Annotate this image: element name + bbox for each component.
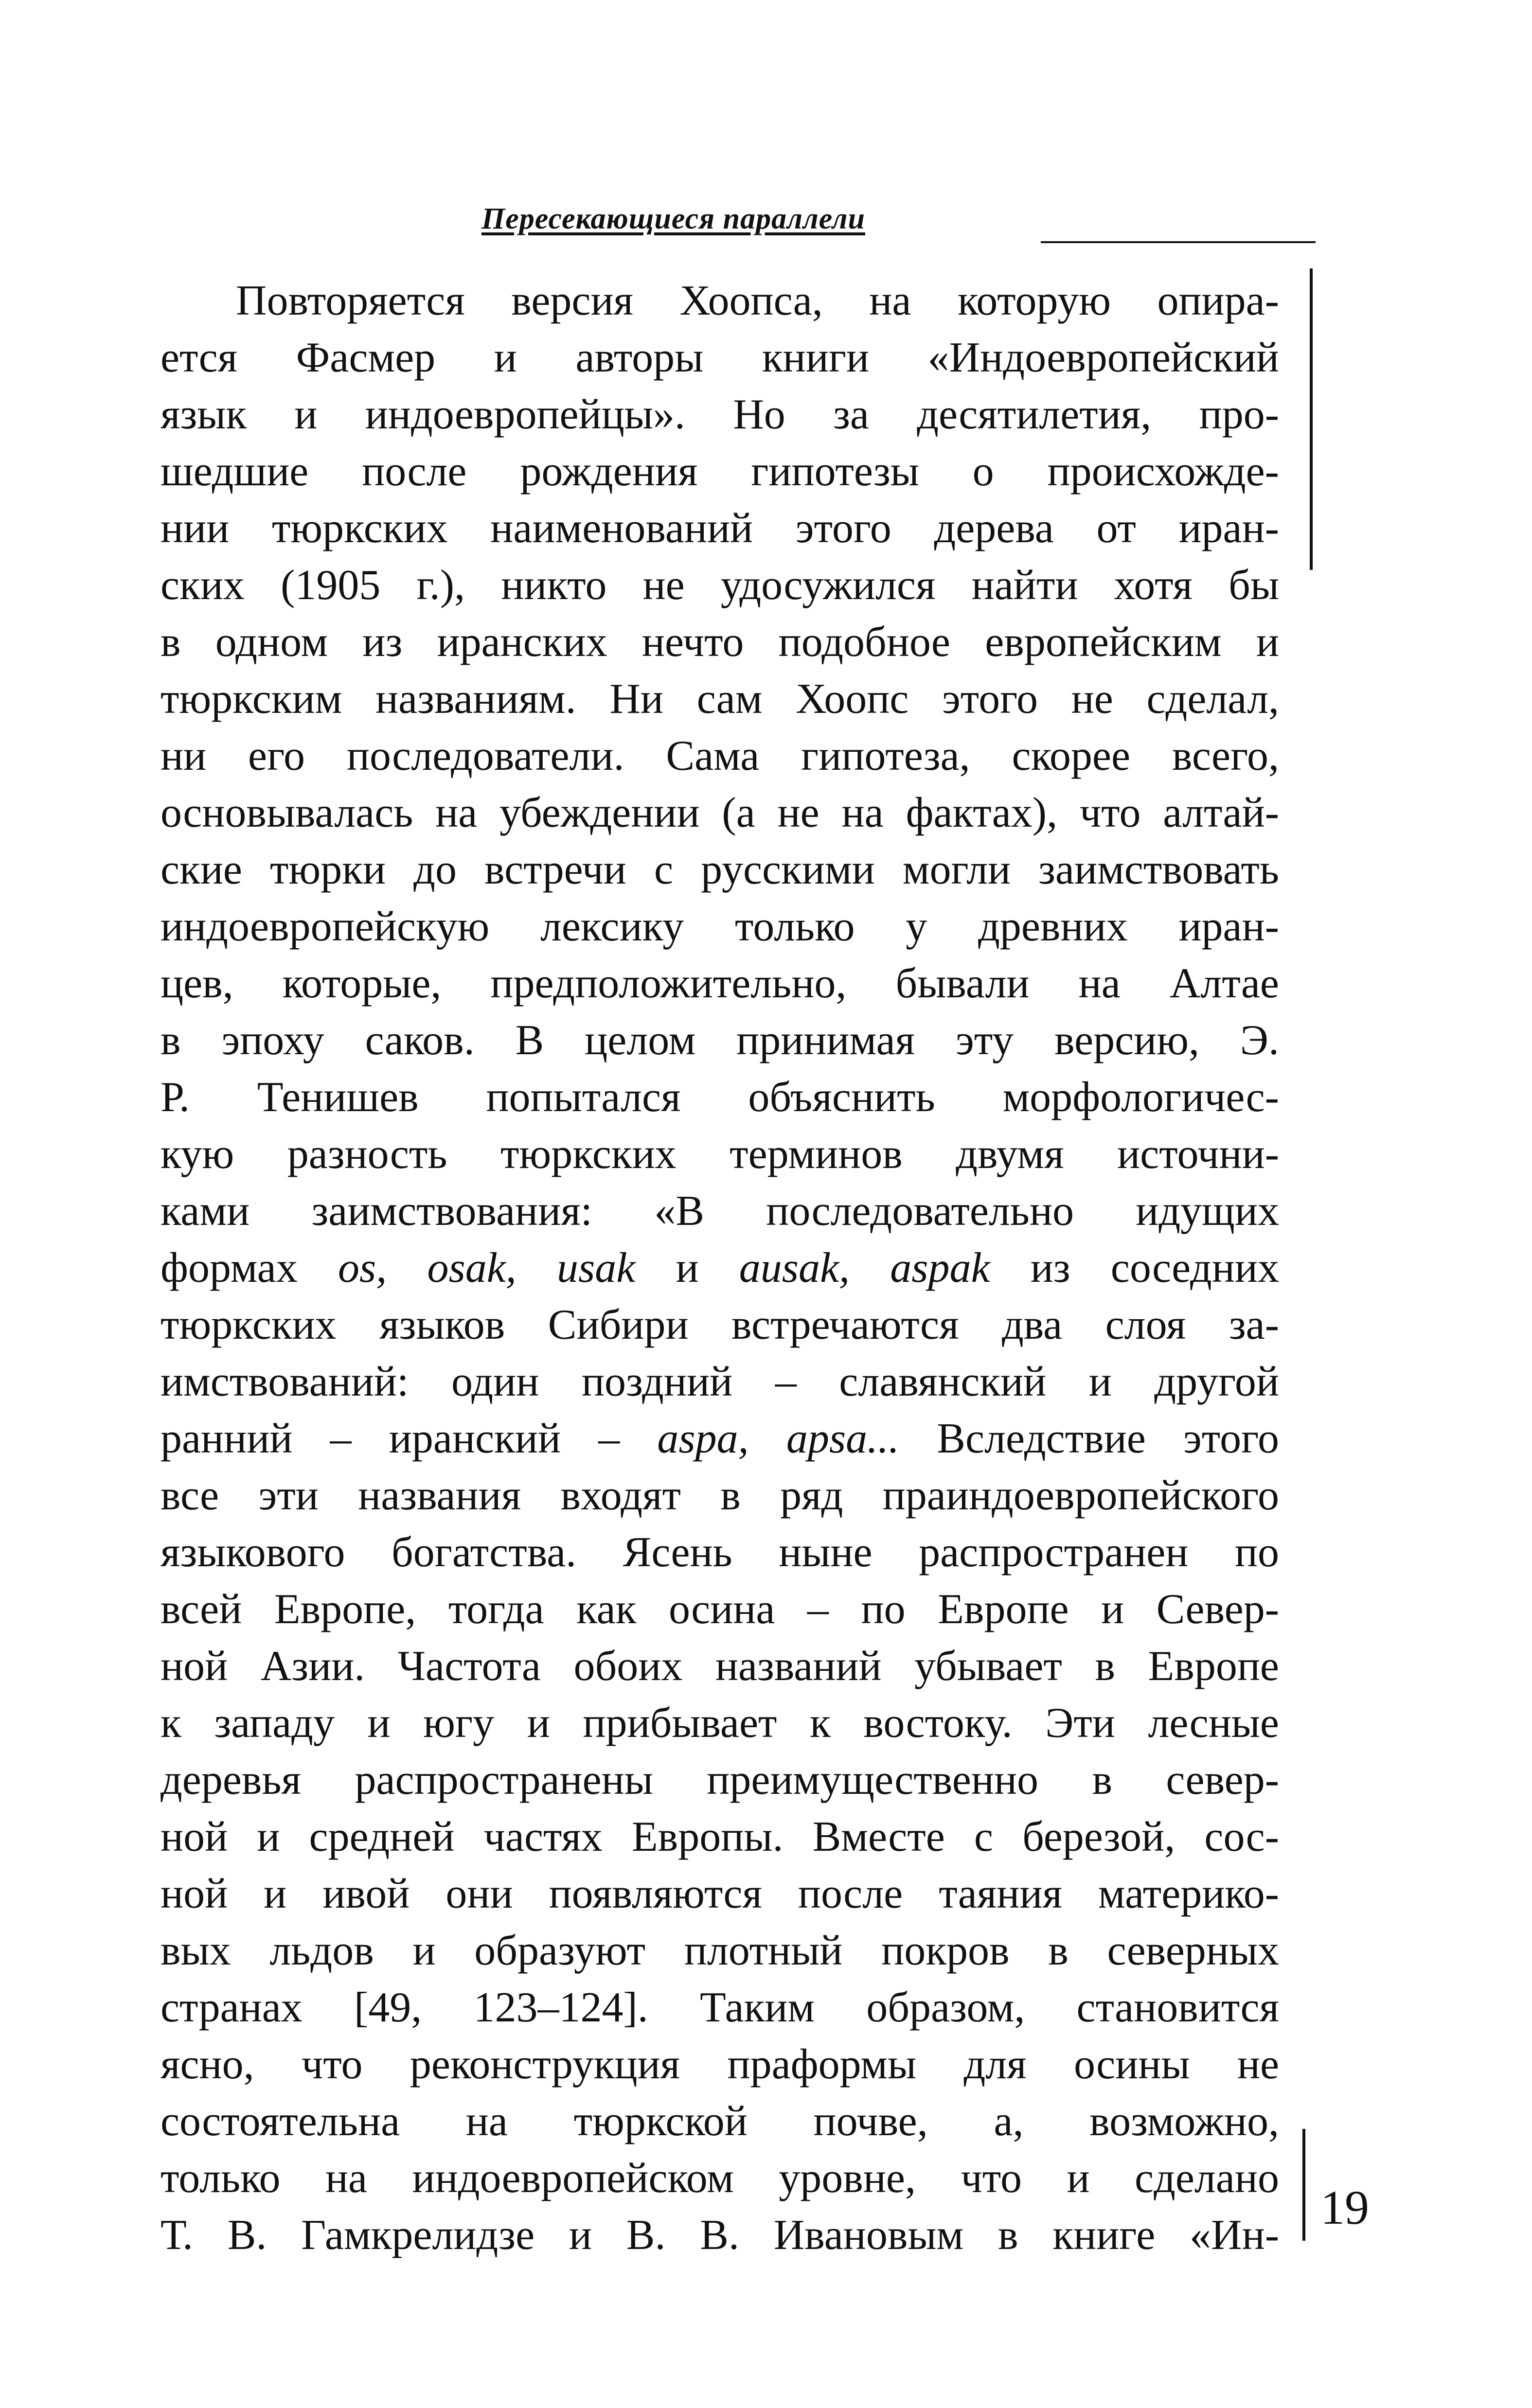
margin-rule-top [1310, 268, 1313, 570]
text-segment: Вследствие этого [899, 1415, 1279, 1462]
text-line: ками заимствования: «В последовательно идущих [160, 1187, 1279, 1235]
text-line: Повторяется версия Хоопса, на которую опира- [236, 277, 1279, 324]
running-header [481, 199, 1318, 243]
text-line: ясно, что реконструкция праформы для осины не [160, 2041, 1279, 2088]
text-line: шедшие после рождения гипотезы о происхожде- [160, 448, 1279, 495]
body-text [160, 272, 1279, 2264]
page-number: 19 [1320, 2180, 1369, 2234]
text-line: индоевропейскую лексику только у древних иран- [160, 903, 1279, 950]
text-line: тюркским названиям. Ни сам Хоопс этого не сделал, [160, 675, 1279, 723]
italic-term: aspa, apsa... [657, 1415, 900, 1462]
text-line: имствований: один поздний – славянский и другой [160, 1358, 1279, 1405]
text-line [160, 1410, 1279, 1467]
text-line: деревья распространены преимущественно в север- [160, 1756, 1279, 1804]
text-line: цев, которые, предположительно, бывали на Алтае [160, 960, 1279, 1007]
text-line: тюркских языков Сибири встречаются два слоя за- [160, 1301, 1279, 1348]
text-line: всей Европе, тогда как осина – по Европе и Север- [160, 1586, 1279, 1633]
text-line: в эпоху саков. В целом принимая эту версию, Э. [160, 1017, 1279, 1064]
text-line: странах [49, 123–124]. Таким образом, становится [160, 1984, 1279, 2031]
text-line: Р. Тенишев попытался объяснить морфологичес- [160, 1074, 1279, 1121]
text-line: язык и индоевропейцы». Но за десятилетия, про- [160, 391, 1279, 438]
italic-term: os, osak, usak [338, 1244, 636, 1292]
text-line: ни его последователи. Сама гипотеза, скорее всего, [160, 732, 1279, 779]
text-segment: формах [160, 1244, 338, 1292]
text-line: только на индоевропейском уровне, что и сделано [160, 2155, 1279, 2202]
text-line: ских (1905 г.), никто не удосужился найти хотя бы [160, 562, 1279, 609]
text-line: вых льдов и образуют плотный покров в северных [160, 1927, 1279, 1974]
margin-rule-bottom [1302, 2129, 1305, 2241]
text-segment: из соседних [990, 1244, 1279, 1292]
text-line: все эти названия входят в ряд праиндоевропейского [160, 1472, 1279, 1519]
text-line: основывалась на убеждении (а не на фактах), что алтай- [160, 789, 1279, 836]
text-line: ной и ивой они появляются после таяния материко- [160, 1870, 1279, 1917]
text-segment: и [635, 1244, 739, 1292]
text-line: Т. В. Гамкрелидзе и В. В. Ивановым в книге «Ин- [160, 2212, 1279, 2259]
text-line: в одном из иранских нечто подобное европейским и [160, 619, 1279, 666]
text-line: к западу и югу и прибывает к востоку. Эти лесные [160, 1700, 1279, 1747]
text-line: кую разность тюркских терминов двумя источни- [160, 1131, 1279, 1178]
text-line: ной Азии. Частота обоих названий убывает в Европе [160, 1643, 1279, 1690]
text-line [160, 1239, 1279, 1296]
running-title: Пересекающиеся параллели [481, 202, 865, 235]
text-line: состоятельна на тюркской почве, а, возможно, [160, 2098, 1279, 2145]
text-line: ские тюрки до встречи с русскими могли заимствовать [160, 846, 1279, 893]
text-line: нии тюркских наименований этого дерева от иран- [160, 505, 1279, 552]
text-line: языкового богатства. Ясень ныне распространен по [160, 1529, 1279, 1576]
text-segment: ранний – иранский – [160, 1415, 658, 1462]
header-rule [1041, 241, 1316, 243]
italic-term: ausak, aspak [739, 1244, 990, 1292]
text-line: ной и средней частях Европы. Вместе с березой, сос- [160, 1813, 1279, 1860]
text-line: ется Фасмер и авторы книги «Индоевропейский [160, 334, 1279, 381]
